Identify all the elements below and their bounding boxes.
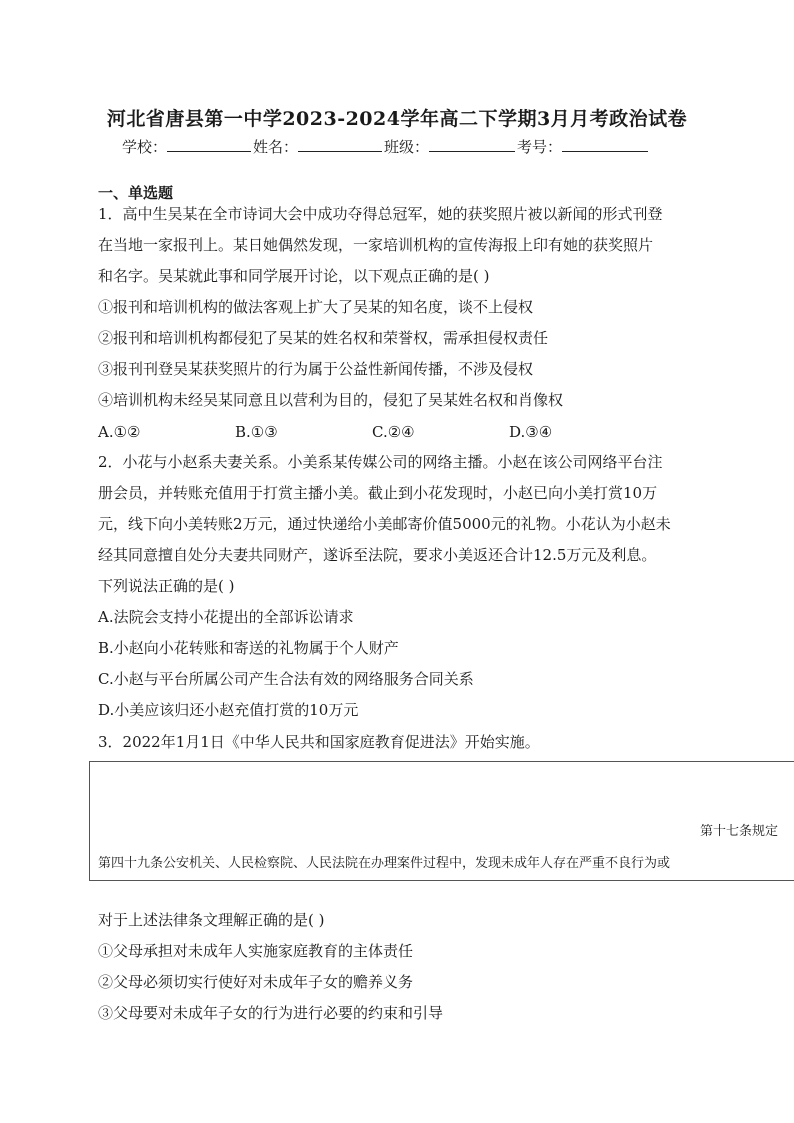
law-excerpt-box: [89, 761, 794, 881]
name-label: 姓名：: [253, 138, 299, 156]
q3-statement-3: ③父母要对未成年子女的行为进行必要的约束和引导: [98, 1004, 444, 1022]
q2-option-b: B.小赵向小花转账和寄送的礼物属于个人财产: [98, 639, 399, 657]
q1-line-1: 1．高中生吴某在全市诗词大会中成功夺得总冠军，她的获奖照片被以新闻的形式刊登: [98, 205, 663, 223]
q2-line-3: 元，线下向小美转账2万元，通过快递给小美邮寄价值5000元的礼物。小花认为小赵未: [98, 515, 671, 533]
q1-option-c: C.②④: [372, 423, 415, 441]
q1-option-d: D.③④: [509, 423, 553, 441]
law-article-49: 第四十九条公安机关、人民检察院、人民法院在办理案件过程中，发现未成年人存在严重不良行为或: [98, 856, 671, 871]
q2-option-d: D.小美应该归还小赵充值打赏的10万元: [98, 701, 359, 719]
q1-option-a: A.①②: [98, 423, 141, 441]
class-label: 班级：: [384, 138, 430, 156]
q1-statement-3: ③报刊刊登吴某获奖照片的行为属于公益性新闻传播，不涉及侵权: [98, 360, 534, 378]
class-blank: [429, 137, 515, 152]
school-label: 学校：: [122, 138, 168, 156]
q1-statement-4: ④培训机构未经吴某同意且以营利为目的，侵犯了吴某姓名权和肖像权: [98, 391, 564, 409]
section-title: 一、单选题: [98, 184, 174, 202]
exam-no-label: 考号：: [517, 138, 563, 156]
q2-line-4: 经其同意擅自处分夫妻共同财产，遂诉至法院，要求小美返还合计12.5万元及利息。: [98, 546, 657, 564]
school-blank: [167, 137, 251, 152]
q2-option-a: A.法院会支持小花提出的全部诉讼请求: [98, 608, 354, 626]
exam-no-blank: [562, 137, 648, 152]
law-article-17: 第十七条规定: [700, 824, 779, 839]
name-blank: [298, 137, 382, 152]
q2-option-c: C.小赵与平台所属公司产生合法有效的网络服务合同关系: [98, 670, 474, 688]
q2-line-2: 册会员，并转账充值用于打赏主播小美。截止到小花发现时，小赵已向小美打赏10万: [98, 484, 658, 502]
q1-option-b: B.①③: [235, 423, 278, 441]
q3-intro: 3．2022年1月1日《中华人民共和国家庭教育促进法》开始实施。: [98, 733, 540, 751]
q2-line-1: 2．小花与小赵系夫妻关系。小美系某传媒公司的网络主播。小赵在该公司网络平台注: [98, 453, 663, 471]
q1-statement-1: ①报刊和培训机构的做法客观上扩大了吴某的知名度，谈不上侵权: [98, 298, 534, 316]
q2-line-5: 下列说法正确的是( ): [98, 577, 235, 595]
q3-statement-2: ②父母必须切实行使好对未成年子女的赡养义务: [98, 973, 414, 991]
q3-question: 对于上述法律条文理解正确的是( ): [98, 911, 325, 929]
student-info-row: [122, 136, 650, 157]
q1-line-3: 和名字。吴某就此事和同学展开讨论，以下观点正确的是( ): [98, 267, 490, 285]
page-title: 河北省唐县第一中学2023-2024学年高二下学期3月月考政治试卷: [106, 108, 688, 130]
q1-statement-2: ②报刊和培训机构都侵犯了吴某的姓名权和荣誉权，需承担侵权责任: [98, 329, 549, 347]
q1-line-2: 在当地一家报刊上。某日她偶然发现，一家培训机构的宣传海报上印有她的获奖照片: [98, 236, 654, 254]
q3-statement-1: ①父母承担对未成年人实施家庭教育的主体责任: [98, 942, 414, 960]
